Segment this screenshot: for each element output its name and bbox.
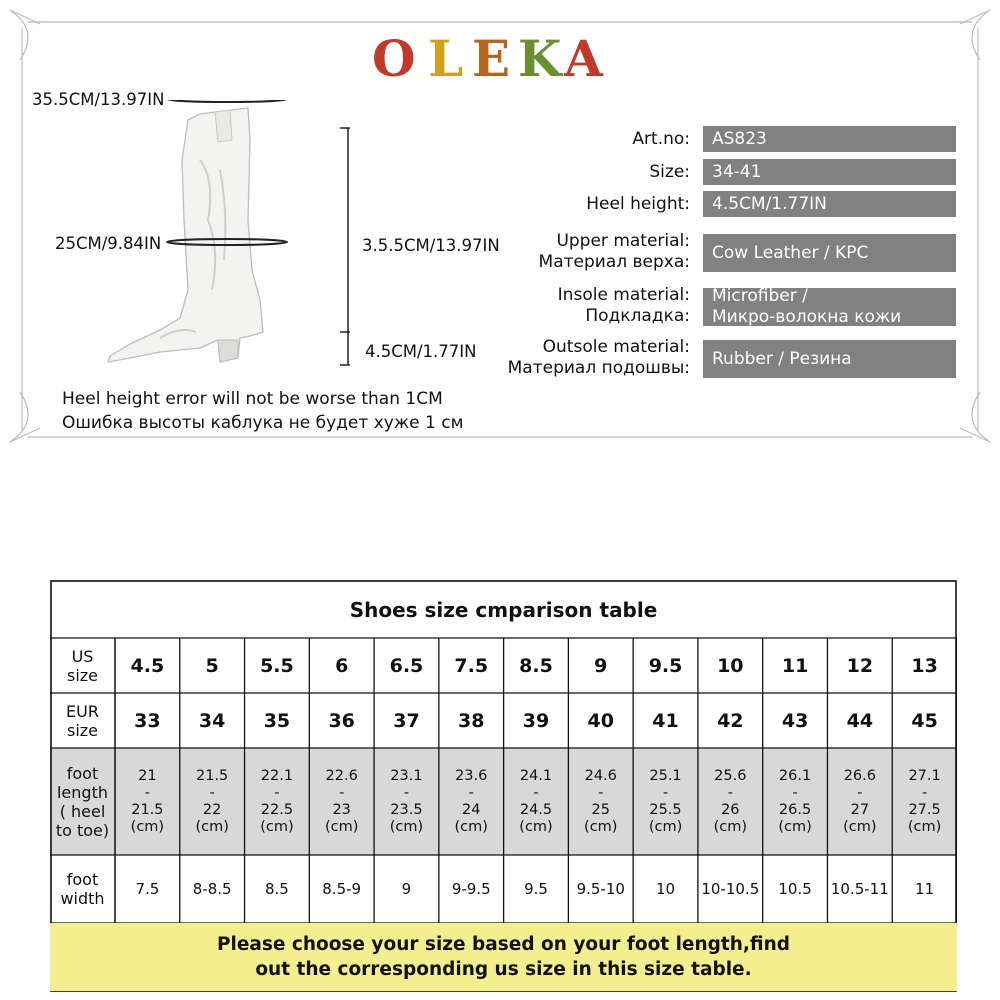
cell-line: 23	[332, 801, 351, 818]
cell-content	[199, 710, 225, 732]
spec-label-line: Heel height:	[586, 193, 690, 214]
cell-line: -	[403, 784, 410, 801]
cell-line: -	[727, 784, 733, 801]
spec-label-line: Insole material:	[557, 285, 690, 305]
us-size-cell	[698, 638, 763, 693]
cell-line: US	[71, 646, 94, 666]
heel-height-note	[62, 387, 463, 435]
cell-line: 8.5	[264, 880, 289, 898]
cell-line: 25.6	[714, 767, 747, 784]
shaft-height-label: 3.5.5CM/13.97IN	[362, 236, 500, 255]
cell-content	[390, 768, 423, 836]
brand-logo-letter: L	[428, 29, 464, 88]
calf-circumference-label: 25CM/9.84IN	[55, 234, 162, 253]
cell-line: 23.1	[390, 767, 423, 784]
eur-size-cell	[698, 693, 763, 748]
eur-size-cell	[309, 693, 374, 748]
cell-content	[67, 647, 98, 685]
spec-label-line: Материал подошвы:	[507, 358, 690, 378]
cell-line: 23.6	[455, 767, 488, 784]
cell-content	[584, 768, 617, 836]
cell-line: 39	[522, 709, 550, 732]
cell-content	[649, 655, 683, 677]
foot-length-cell	[245, 748, 310, 855]
cell-line: 9	[594, 654, 608, 677]
size-comparison-table	[50, 580, 957, 992]
row-header-us	[50, 638, 115, 693]
cell-content	[911, 710, 937, 732]
cell-line: 27.5	[908, 801, 941, 818]
cell-line: 25	[591, 801, 610, 818]
cell-line: -	[598, 784, 604, 801]
cell-line: 9.5	[524, 880, 548, 898]
cell-content	[519, 768, 552, 836]
boot-illustration	[100, 100, 350, 375]
foot-width-cell	[763, 855, 828, 923]
spec-label-line: Outsole material:	[542, 337, 690, 357]
cell-content	[131, 655, 165, 677]
us-size-cell	[115, 638, 180, 693]
brand-logo-letter: A	[564, 29, 603, 88]
foot-width-cell	[309, 855, 374, 923]
cell-line: 11	[915, 880, 935, 898]
foot-length-cell	[633, 748, 698, 855]
eur-size-cell	[439, 693, 504, 748]
cell-line: 21	[138, 767, 157, 784]
foot-length-cell	[180, 748, 245, 855]
foot-width-cell	[568, 855, 633, 923]
foot-width-cell	[180, 855, 245, 923]
us-size-cell	[504, 638, 569, 693]
size-advice-banner	[50, 923, 957, 991]
cell-line: 10.5	[778, 880, 812, 898]
spec-value-line: Rubber / Резина	[712, 348, 852, 369]
cell-content	[131, 768, 164, 836]
brand-logo	[372, 30, 608, 88]
eur-size-cell	[633, 693, 698, 748]
cell-line: -	[662, 784, 669, 801]
cell-content	[908, 768, 941, 836]
cell-content	[577, 880, 625, 898]
cell-line: 33	[134, 709, 161, 732]
cell-content	[782, 655, 808, 677]
foot-width-cell	[115, 855, 180, 923]
spec-label-insole-material	[558, 285, 690, 327]
cell-line: ( heel	[59, 801, 106, 821]
cell-content	[325, 768, 358, 836]
cell-line: (cm)	[389, 818, 424, 835]
cell-content	[264, 710, 290, 732]
cell-content	[335, 655, 348, 677]
cell-content	[847, 655, 873, 677]
cell-content	[60, 870, 104, 908]
cell-line: (cm)	[843, 818, 877, 835]
cell-line: 22	[202, 801, 222, 818]
cell-content	[402, 880, 412, 898]
cell-line: foot	[66, 763, 99, 783]
cell-content	[260, 768, 293, 836]
cell-content	[390, 655, 424, 677]
cell-line: 22.1	[260, 767, 294, 784]
cell-line: 6	[335, 654, 349, 677]
foot-width-cell	[374, 855, 439, 923]
cell-line: 7.5	[454, 654, 489, 677]
spec-value-line: 34-41	[712, 161, 762, 182]
cell-line: 6.5	[389, 654, 424, 677]
cell-content	[717, 710, 743, 732]
eur-size-cell	[763, 693, 828, 748]
cell-line: size	[66, 720, 99, 740]
foot-length-cell	[504, 748, 569, 855]
table-title: Shoes size cmparison table	[349, 598, 658, 622]
spec-label-line: Upper material:	[556, 231, 690, 251]
cell-line: 8.5	[519, 654, 553, 677]
spec-value-art-no	[703, 126, 956, 152]
cell-content	[134, 710, 160, 732]
cell-line: 23.5	[390, 801, 423, 818]
eur-size-cell	[180, 693, 245, 748]
cell-content	[714, 768, 747, 836]
cell-line: (cm)	[260, 818, 294, 835]
foot-length-cell	[892, 748, 957, 855]
cell-line: -	[274, 784, 280, 801]
cell-line: 24.6	[584, 767, 617, 784]
cell-line: 41	[652, 709, 679, 732]
us-size-cell	[892, 638, 957, 693]
cell-line: (cm)	[195, 818, 229, 835]
cell-content	[455, 768, 488, 836]
row-header-foot-width	[50, 855, 115, 923]
foot-length-cell	[698, 748, 763, 855]
cell-content	[452, 880, 491, 898]
heel-note-english: Heel height error will not be worse than 1CM	[62, 389, 443, 409]
eur-size-cell	[892, 693, 957, 748]
cell-line: 10-10.5	[701, 880, 760, 898]
cell-line: size	[66, 665, 99, 685]
cell-content	[524, 880, 548, 898]
cell-line: 24	[462, 801, 481, 818]
foot-width-cell	[892, 855, 957, 923]
spec-value-outsole-material	[703, 340, 956, 378]
cell-line: 22.5	[260, 801, 294, 818]
cell-line: 10	[717, 654, 744, 677]
cell-line: -	[857, 784, 863, 801]
cell-content	[523, 710, 549, 732]
cell-line: -	[921, 784, 928, 801]
cell-content	[458, 710, 484, 732]
cell-line: 5	[205, 654, 219, 677]
cell-content	[652, 710, 678, 732]
cell-line: -	[468, 784, 474, 801]
size-advice-text: Please choose your size based on your foot length,find out the corresponding us size in this size table.	[216, 934, 791, 980]
cell-content	[915, 880, 934, 898]
cell-line: length	[56, 782, 108, 802]
cell-line: 11	[781, 654, 809, 677]
us-size-cell	[439, 638, 504, 693]
cell-line: (cm)	[454, 818, 488, 835]
cell-line: 8.5-9	[322, 880, 362, 898]
cell-content	[206, 655, 219, 677]
spec-value-line: 4.5CM/1.77IN	[712, 193, 827, 214]
foot-length-cell	[568, 748, 633, 855]
brand-logo-letter: K	[518, 29, 562, 88]
cell-line: foot	[66, 870, 99, 889]
foot-width-cell	[633, 855, 698, 923]
foot-width-cell	[439, 855, 504, 923]
cell-line: 9	[401, 880, 412, 898]
us-size-cell	[633, 638, 698, 693]
cell-line: 13	[911, 654, 938, 677]
cell-line: (cm)	[130, 818, 165, 835]
foot-length-cell	[763, 748, 828, 855]
cell-content	[135, 880, 159, 898]
eur-size-cell	[568, 693, 633, 748]
cell-line: 25.1	[649, 767, 682, 784]
cell-line: -	[209, 784, 215, 801]
cell-line: 26.5	[778, 801, 812, 818]
spec-label-size	[649, 162, 690, 183]
cell-content	[701, 880, 759, 898]
cell-line: 24.5	[519, 801, 553, 818]
foot-length-cell	[374, 748, 439, 855]
cell-line: 21.5	[131, 801, 164, 818]
cell-line: (cm)	[584, 818, 618, 835]
eur-size-cell	[245, 693, 310, 748]
cell-content	[847, 710, 873, 732]
spec-value-heel-height	[703, 191, 956, 217]
cell-line: 34	[198, 709, 226, 732]
brand-logo-letter: E	[472, 29, 511, 88]
spec-label-art-no	[632, 129, 690, 150]
cell-line: 26.6	[843, 767, 876, 784]
foot-width-cell	[245, 855, 310, 923]
us-size-cell	[568, 638, 633, 693]
cell-content	[778, 768, 811, 836]
cell-line: 44	[846, 709, 874, 732]
cell-line: 43	[781, 709, 809, 732]
us-size-cell	[763, 638, 828, 693]
cell-line: 45	[911, 709, 938, 732]
cell-line: width	[60, 889, 105, 908]
cell-line: 10.5-11	[830, 880, 889, 898]
cell-line: 26	[721, 801, 740, 818]
heel-note-russian: Ошибка высоты каблука не будет хуже 1 см	[62, 413, 464, 433]
cell-line: 10	[655, 880, 676, 898]
cell-line: 5.5	[260, 654, 294, 677]
cell-line: -	[144, 784, 150, 801]
spec-value-insole-material	[703, 288, 956, 326]
foot-width-cell	[698, 855, 763, 923]
us-size-cell	[245, 638, 310, 693]
product-info-panel	[0, 0, 1000, 452]
spec-label-heel-height	[586, 194, 690, 215]
eur-size-cell	[504, 693, 569, 748]
cell-content	[195, 768, 228, 836]
cell-content	[782, 710, 808, 732]
cell-line: 42	[717, 709, 744, 732]
cell-content	[393, 710, 419, 732]
spec-label-line: Подкладка:	[585, 306, 690, 326]
us-size-cell	[374, 638, 439, 693]
cell-line: EUR	[66, 701, 99, 721]
spec-value-line: Cow Leather / KPC	[712, 242, 869, 263]
us-size-cell	[827, 638, 892, 693]
cell-line: 26.1	[778, 767, 812, 784]
cell-line: 25.5	[649, 801, 682, 818]
foot-length-cell	[309, 748, 374, 855]
cell-line: 36	[328, 709, 355, 732]
cell-line: 27	[850, 801, 870, 818]
cell-line: -	[339, 784, 345, 801]
spec-label-outsole-material	[508, 337, 690, 379]
cell-line: -	[792, 784, 798, 801]
eur-size-cell	[827, 693, 892, 748]
cell-line: 21.5	[196, 767, 229, 784]
cell-line: 4.5	[130, 654, 165, 677]
spec-label-line: Art.no:	[632, 128, 690, 149]
eur-size-cell	[374, 693, 439, 748]
foot-width-cell	[827, 855, 892, 923]
cell-line: 12	[846, 654, 874, 677]
cell-line: 40	[587, 709, 614, 732]
cell-content	[656, 880, 675, 898]
row-header-foot-length	[50, 748, 115, 855]
cell-line: 35	[263, 709, 291, 732]
cell-content	[588, 710, 614, 732]
cell-content	[328, 710, 354, 732]
top-circumference-label: 35.5CM/13.97IN	[32, 90, 165, 109]
cell-line: (cm)	[519, 818, 553, 835]
eur-size-cell	[115, 693, 180, 748]
spec-value-line: AS823	[712, 128, 767, 149]
row-header-eur	[50, 693, 115, 748]
cell-content	[649, 768, 682, 836]
brand-logo-letter: O	[372, 29, 416, 88]
cell-line: 24.1	[519, 767, 553, 784]
spec-value-upper-material	[703, 234, 956, 272]
foot-length-cell	[827, 748, 892, 855]
cell-content	[594, 655, 607, 677]
us-size-cell	[309, 638, 374, 693]
cell-line: 9.5	[648, 654, 683, 677]
cell-content	[519, 655, 553, 677]
cell-content	[66, 702, 99, 740]
cell-line: -	[533, 784, 539, 801]
spec-label-line: Материал верха:	[538, 252, 690, 272]
cell-line: 7.5	[135, 880, 160, 898]
cell-content	[831, 880, 889, 898]
cell-content	[260, 655, 294, 677]
cell-line: 22.6	[325, 767, 358, 784]
foot-width-cell	[504, 855, 569, 923]
heel-height-label: 4.5CM/1.77IN	[365, 342, 477, 361]
cell-content	[454, 655, 488, 677]
foot-length-cell	[115, 748, 180, 855]
cell-content	[56, 764, 109, 840]
cell-line: 37	[393, 709, 420, 732]
cell-line: (cm)	[907, 818, 942, 835]
spec-value-size	[703, 159, 956, 185]
us-size-cell	[180, 638, 245, 693]
cell-content	[193, 880, 232, 898]
cell-content	[778, 880, 811, 898]
foot-length-cell	[439, 748, 504, 855]
cell-line: (cm)	[648, 818, 683, 835]
spec-label-upper-material	[539, 231, 690, 273]
cell-content	[322, 880, 361, 898]
cell-content	[265, 880, 289, 898]
cell-content	[843, 768, 876, 836]
cell-line: (cm)	[324, 818, 359, 835]
spec-label-line: Size:	[649, 161, 690, 182]
cell-line: 38	[458, 709, 485, 732]
cell-line: (cm)	[778, 818, 812, 835]
cell-content	[911, 655, 937, 677]
spec-value-line: Микро-волокна кожи	[712, 307, 902, 327]
cell-line: to toe)	[55, 820, 110, 840]
cell-line: 9-9.5	[451, 880, 491, 898]
cell-line: 27.1	[908, 767, 941, 784]
cell-line: (cm)	[713, 818, 748, 835]
cell-line: 9.5-10	[576, 880, 625, 898]
spec-value-line: Microfiber /	[712, 286, 808, 306]
cell-content	[717, 655, 743, 677]
cell-line: 8-8.5	[192, 880, 232, 898]
